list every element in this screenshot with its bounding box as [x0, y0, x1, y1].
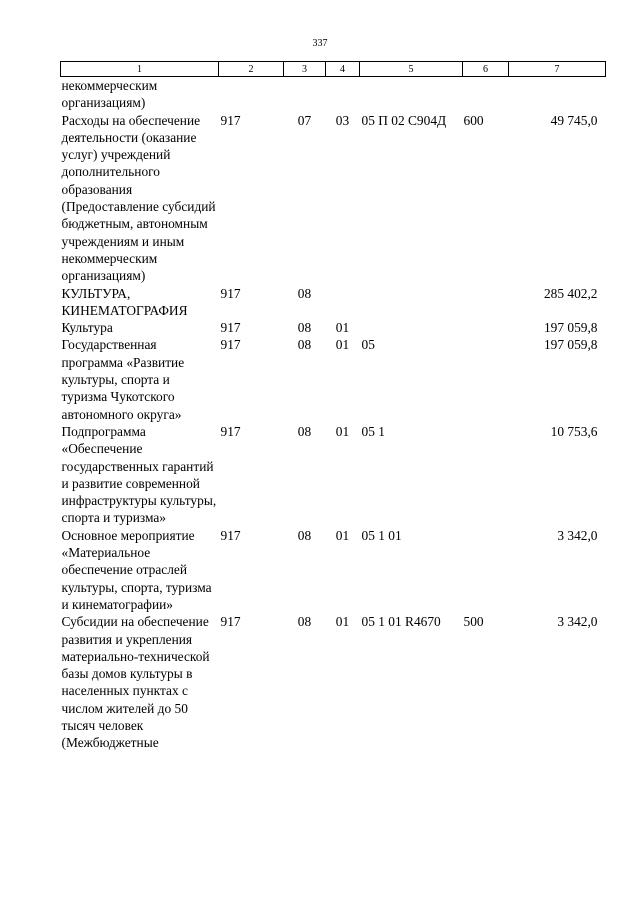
budget-table — [60, 61, 606, 752]
admin-code-cell: 917 — [220, 423, 241, 439]
table-row — [61, 527, 606, 613]
table-row — [61, 423, 606, 527]
expense-type-cell — [463, 527, 509, 613]
expense-type-cell — [463, 77, 509, 112]
item-name-cell: КУЛЬТУРА, КИНЕМАТОГРАФИЯ — [61, 285, 188, 318]
amount-cell: 3 342,0 — [557, 614, 598, 630]
item-name-cell: Расходы на обеспечение деятельности (оказание услуг) учреждений дополнительного образования (Предоставление субсидий бюджетным, автономным учреждениям и иным некоммерческим организациям) — [61, 112, 216, 284]
table-row — [61, 319, 606, 336]
expense-type-cell — [463, 319, 509, 336]
amount-cell: 49 745,0 — [550, 112, 598, 128]
expense-type-cell: 600 — [463, 112, 484, 128]
section-code-cell: 08 — [297, 337, 312, 353]
header-col-5: 5 — [360, 62, 463, 77]
target-article-cell: 05 1 01 R4670 — [361, 614, 441, 630]
expense-type-cell — [463, 336, 509, 422]
subsection-code-cell: 01 — [335, 614, 350, 630]
section-code-cell: 08 — [297, 527, 312, 543]
target-article-cell — [360, 319, 463, 336]
section-code-cell: 08 — [297, 423, 312, 439]
item-name-cell: Подпрограмма «Обеспечение государственных гарантий и развитие современной инфраструктуры культуры, спорта и туризма» — [61, 423, 217, 526]
target-article-cell: 05 1 01 — [361, 527, 402, 543]
section-code-cell — [284, 77, 326, 112]
subsection-code-cell: 01 — [335, 337, 350, 353]
admin-code-cell — [219, 77, 284, 112]
target-article-cell: 05 — [361, 337, 375, 353]
table-row — [61, 77, 606, 112]
expense-type-cell: 500 — [463, 614, 484, 630]
table-row — [61, 112, 606, 285]
target-article-cell — [360, 77, 463, 112]
item-name-cell: Культура — [61, 320, 113, 336]
header-col-3: 3 — [284, 62, 326, 77]
expense-type-cell — [463, 423, 509, 527]
item-name-cell: Основное мероприятие «Материальное обеспечение отраслей культуры, спорта, туризма и кинематографии» — [61, 527, 212, 612]
admin-code-cell: 917 — [220, 337, 241, 353]
target-article-cell: 05 1 — [361, 423, 385, 439]
admin-code-cell: 917 — [220, 527, 241, 543]
amount-cell: 10 753,6 — [550, 423, 598, 439]
amount-cell: 3 342,0 — [557, 527, 598, 543]
admin-code-cell: 917 — [220, 614, 241, 630]
table-row — [61, 336, 606, 422]
section-code-cell: 08 — [297, 320, 312, 336]
subsection-code-cell — [326, 285, 360, 320]
header-row — [61, 62, 606, 77]
target-article-cell — [360, 285, 463, 320]
table-row — [61, 285, 606, 320]
amount-cell — [509, 77, 606, 112]
expense-type-cell — [463, 285, 509, 320]
subsection-code-cell: 01 — [335, 320, 350, 336]
subsection-code-cell: 01 — [335, 527, 350, 543]
header-col-6: 6 — [463, 62, 509, 77]
subsection-code-cell: 03 — [335, 112, 350, 128]
admin-code-cell: 917 — [220, 320, 241, 336]
amount-cell: 197 059,8 — [543, 337, 598, 353]
table-row — [61, 613, 606, 751]
item-name-cell: Государственная программа «Развитие культуры, спорта и туризма Чукотского автономного округа» — [61, 337, 185, 422]
admin-code-cell: 917 — [220, 112, 241, 128]
item-name-cell: Субсидии на обеспечение развития и укрепления материально-технической базы домов культуры в населенных пунктах с числом жителей до 50 тысяч человек (Межбюджетные — [61, 614, 210, 751]
subsection-code-cell — [326, 77, 360, 112]
subsection-code-cell: 01 — [335, 423, 350, 439]
amount-cell: 285 402,2 — [543, 285, 598, 301]
header-col-7: 7 — [509, 62, 606, 77]
admin-code-cell: 917 — [220, 285, 241, 301]
section-code-cell: 08 — [297, 614, 312, 630]
section-code-cell: 07 — [297, 112, 312, 128]
amount-cell: 197 059,8 — [543, 320, 598, 336]
section-code-cell: 08 — [297, 285, 312, 301]
target-article-cell: 05 П 02 С904Д — [361, 112, 447, 128]
page-number: 337 — [312, 38, 328, 49]
header-col-2: 2 — [219, 62, 284, 77]
item-name-cell: некоммерческим организациям) — [61, 78, 158, 111]
header-col-1: 1 — [61, 62, 219, 77]
header-col-4: 4 — [326, 62, 360, 77]
